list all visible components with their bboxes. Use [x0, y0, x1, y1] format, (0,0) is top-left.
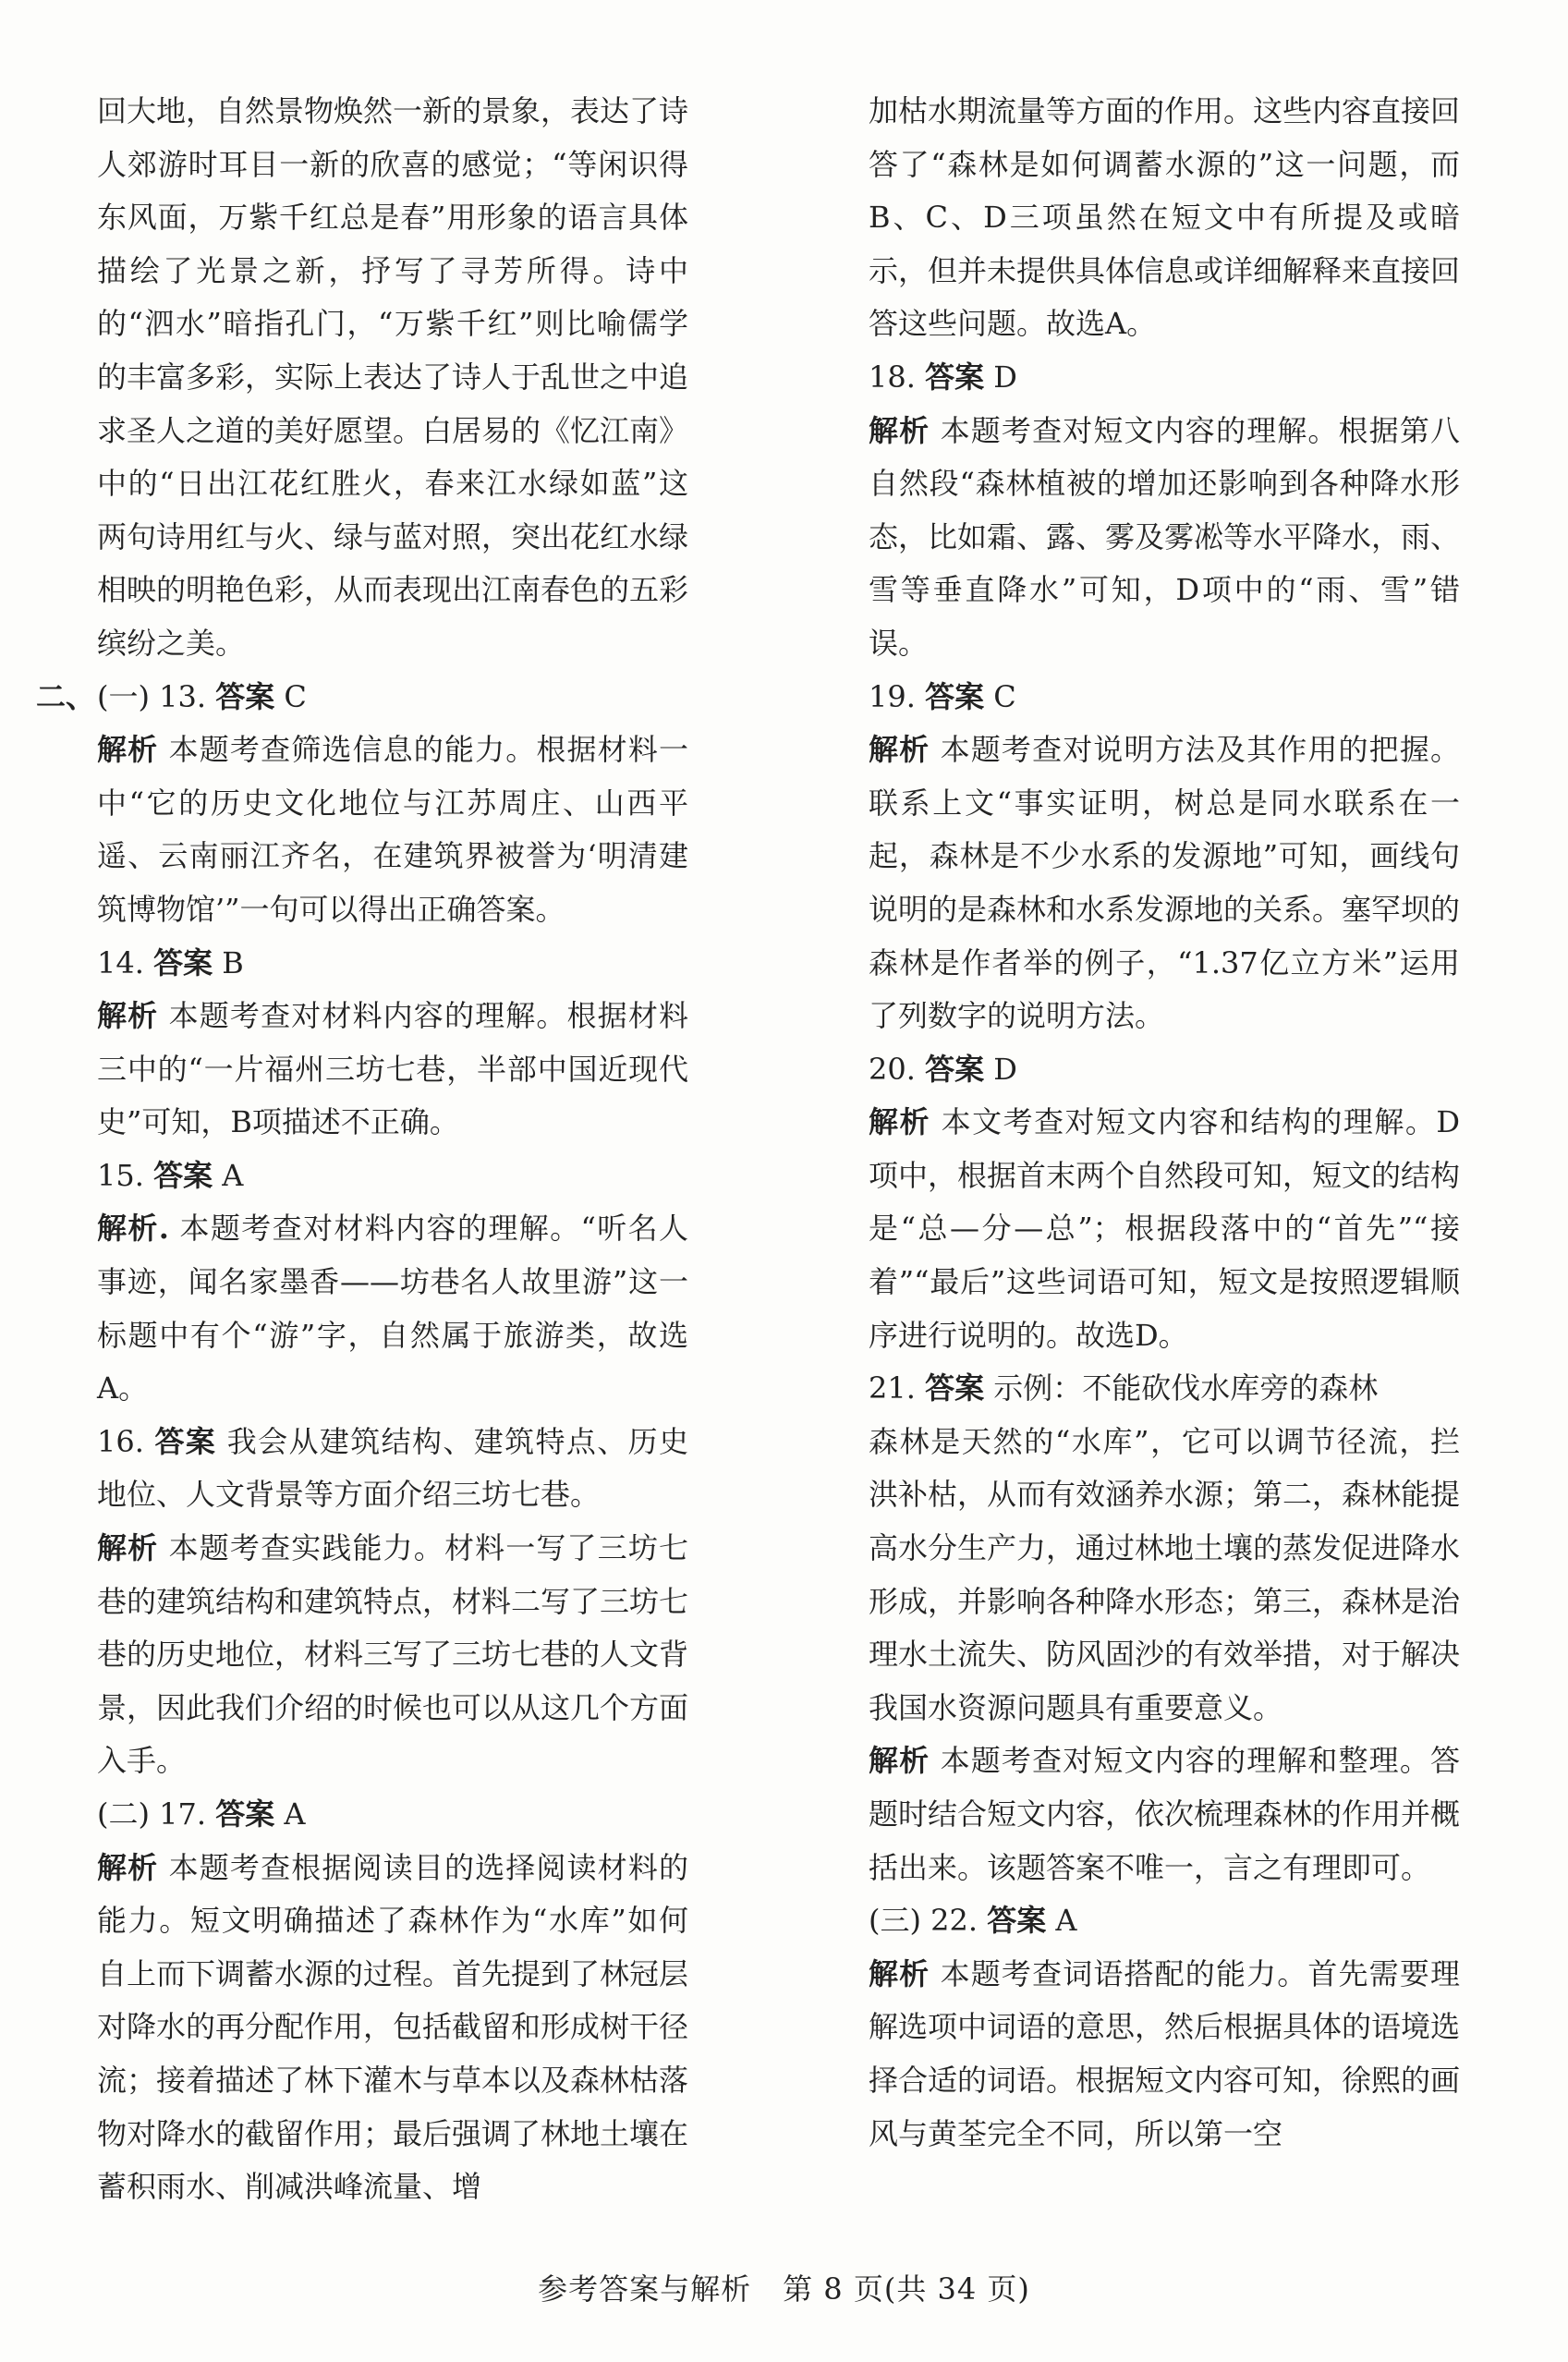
q22-explanation: 解析 本题考查词语搭配的能力。首先需要理解选项中词语的意思，然后根据具体的语境选择合适的词语。根据短文内容可知，徐熙的画风与黄荃完全不同，所以第一空 [869, 1955, 1461, 2151]
q17-answer: (二) 17. 答案 A [97, 1796, 306, 1832]
intro-paragraph: 回大地，自然景物焕然一新的景象，表达了诗人郊游时耳目一新的欣喜的感觉；“等闲识得东风面，万紫千红总是春”用形象的语言具体描绘了光景之新，抒写了寻芳所得。诗中的“泗水”暗指孔门，“万紫千红”则比喻儒学的丰富多彩，实际上表达了诗人于乱世之中追求圣人之道的美好愿望。白居易的《忆江南》中的“日出江花红胜火，春来江水绿如蓝”这两句诗用红与火、绿与蓝对照，突出花红水绿相映的明艳色彩，从而表现出江南春色的五彩缤纷之美。 [97, 93, 689, 661]
q19-answer: 19. 答案 C [869, 678, 1016, 714]
q13-explanation: 解析 本题考查筛选信息的能力。根据材料一中“它的历史文化地位与江苏周庄、山西平遥、云南丽江齐名，在建筑界被誉为‘明清建筑博物馆’”一句可以得出正确答案。 [97, 732, 688, 927]
q16-answer: 16. 答案 我会从建筑结构、建筑特点、历史地位、人文背景等方面介绍三坊七巷。 [97, 1423, 688, 1513]
q21-explanation: 解析 本题考查对短文内容的理解和整理。答题时结合短文内容，依次梳理森林的作用并概括出来。该题答案不唯一，言之有理即可。 [869, 1743, 1461, 1885]
section-marker: 二、 [36, 678, 96, 714]
q20-explanation: 解析 本文考查对短文内容和结构的理解。D项中，根据首末两个自然段可知，短文的结构是“总—分—总”；根据段落中的“首先”“接着”“最后”这些词语可知，短文是按照逻辑顺序进行说明的。故选D。 [869, 1104, 1461, 1353]
q14-answer: 14. 答案 B [97, 944, 244, 980]
footer-title: 参考答案与解析 [538, 2271, 752, 2307]
page-footer [0, 2266, 1568, 2308]
right-column [869, 85, 1460, 2161]
q18-answer: 18. 答案 D [869, 359, 1017, 395]
left-column [36, 85, 689, 2214]
q18-explanation: 解析 本题考查对短文内容的理解。根据第八自然段“森林植被的增加还影响到各种降水形态，比如霜、露、雾及雾凇等水平降水，雨、雪等垂直降水”可知，D项中的“雨、雪”错误。 [869, 412, 1461, 661]
q22-answer: (三) 22. 答案 A [869, 1903, 1077, 1939]
q13-answer: 二、 (一) 13. 答案 C [97, 671, 688, 724]
q15-answer: 15. 答案 A [97, 1157, 244, 1193]
page-number: 第 8 页(共 34 页) [783, 2271, 1030, 2307]
q21-answer: 21. 答案 示例：不能砍伐水库旁的森林 [869, 1370, 1379, 1406]
continued-paragraph: 加枯水期流量等方面的作用。这些内容直接回答了“森林是如何调蓄水源的”这一问题，而B、C、D三项虽然在短文中有所提及或暗示，但并未提供具体信息或详细解释来直接回答这些问题。故选A。 [869, 93, 1461, 342]
q17-explanation: 解析 本题考查根据阅读目的选择阅读材料的能力。短文明确描述了森林作为“水库”如何自上而下调蓄水源的过程。首先提到了林冠层对降水的再分配作用，包括截留和形成树干径流；接着描述了林下灌木与草本以及森林枯落物对降水的截留作用；最后强调了林地土壤在蓄积雨水、削减洪峰流量、增 [97, 1849, 689, 2205]
q21-answer-body: 森林是天然的“水库”，它可以调节径流，拦洪补枯，从而有效涵养水源；第二，森林能提高水分生产力，通过林地土壤的蒸发促进降水形成，并影响各种降水形态；第三，森林是治理水土流失、防风固沙的有效举措，对于解决我国水资源问题具有重要意义。 [869, 1423, 1461, 1725]
q15-explanation: 解析. 本题考查对材料内容的理解。“听名人事迹，闻名家墨香——坊巷名人故里游”这一标题中有个“游”字，自然属于旅游类，故选A。 [97, 1211, 688, 1406]
q14-explanation: 解析 本题考查对材料内容的理解。根据材料三中的“一片福州三坊七巷，半部中国近现代史”可知，B项描述不正确。 [97, 998, 688, 1140]
q19-explanation: 解析 本题考查对说明方法及其作用的把握。联系上文“事实证明，树总是同水联系在一起，森林是不少水系的发源地”可知，画线句说明的是森林和水系发源地的关系。塞罕坝的森林是作者举的例子，“1.37亿立方米”运用了列数字的说明方法。 [869, 732, 1461, 1034]
q16-explanation: 解析 本题考查实践能力。材料一写了三坊七巷的建筑结构和建筑特点，材料二写了三坊七巷的历史地位，材料三写了三坊七巷的人文背景，因此我们介绍的时候也可以从这几个方面入手。 [97, 1530, 689, 1779]
q20-answer: 20. 答案 D [869, 1051, 1017, 1087]
